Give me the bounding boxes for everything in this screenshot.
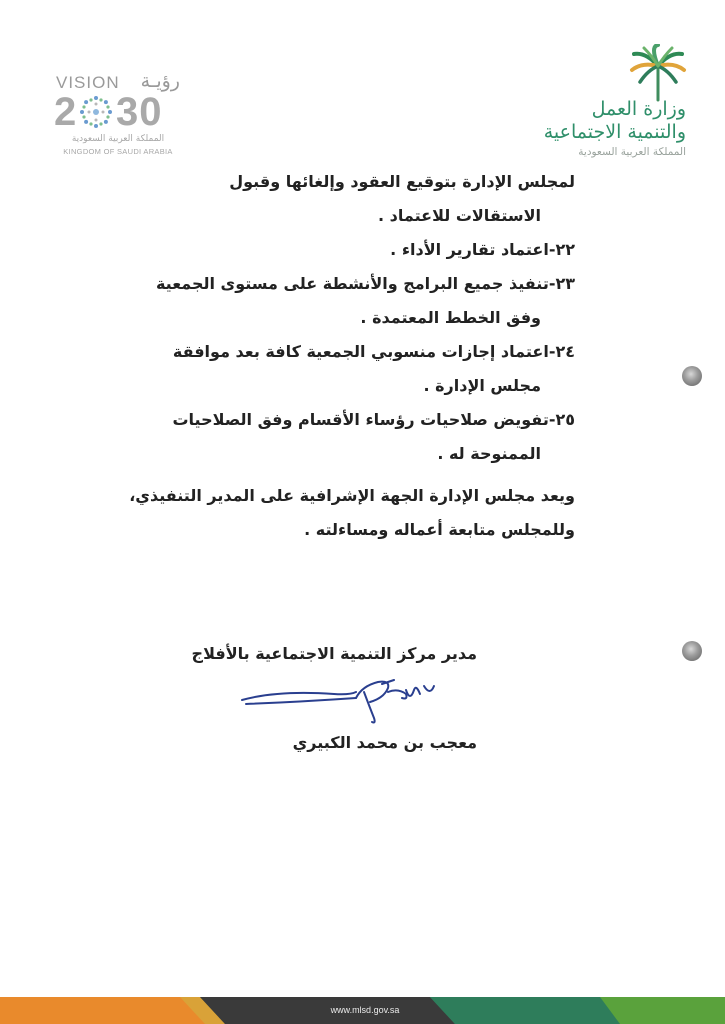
- vision-2030-logo: [52, 68, 184, 160]
- vision-emblem-icon: [78, 94, 114, 130]
- ministry-country-line: المملكة العربية السعودية: [578, 146, 686, 158]
- handwritten-signature: [238, 668, 438, 728]
- palm-tree-icon: [628, 44, 688, 102]
- ministry-name-line1: وزارة العمل: [591, 98, 686, 120]
- vision-year: [52, 92, 184, 132]
- punch-hole: [682, 641, 702, 661]
- punch-hole: [682, 366, 702, 386]
- footer-website-link[interactable]: www.mlsd.gov.sa: [330, 1005, 400, 1015]
- vision-year-right: 30: [116, 90, 163, 134]
- body-line: ٢٥-تفويض صلاحيات رؤساء الأقسام وفق الصلاحيات: [172, 410, 575, 429]
- body-line: وللمجلس متابعة أعماله ومساءلته .: [304, 520, 575, 539]
- ministry-name-line2: والتنمية الاجتماعية: [543, 121, 686, 143]
- signatory-name: معجب بن محمد الكبيري: [292, 733, 477, 752]
- signatory-title: مدير مركز التنمية الاجتماعية بالأفلاج: [191, 644, 477, 663]
- body-line: الممنوحة له .: [437, 444, 541, 463]
- vision-subtitle-ar: المملكة العربية السعودية: [71, 134, 165, 144]
- body-line: ٢٢-اعتماد تقارير الأداء .: [390, 240, 575, 259]
- vision-subtitle-en: KINGDOM OF SAUDI ARABIA: [63, 147, 173, 156]
- body-line: ٢٤-اعتماد إجازات منسوبي الجمعية كافة بعد موافقة: [172, 342, 575, 361]
- footer-bar: [0, 997, 725, 1024]
- ministry-logo: [520, 40, 690, 165]
- body-line: الاستقالات للاعتماد .: [378, 206, 541, 225]
- body-line: ٢٣-تنفيذ جميع البرامج والأنشطة على مستوى الجمعية: [155, 274, 575, 293]
- body-line: وفق الخطط المعتمدة .: [360, 308, 541, 327]
- body-line: مجلس الإدارة .: [423, 376, 541, 395]
- vision-year-left: 2: [54, 90, 78, 134]
- vision-word-en: VISION: [56, 73, 120, 92]
- body-line: لمجلس الإدارة بتوقيع العقود وإلغائها وقبول: [229, 172, 575, 191]
- vision-word-ar: رؤيـة: [140, 70, 180, 92]
- body-line: ويعد مجلس الإدارة الجهة الإشرافية على المدير التنفيذي،: [129, 486, 575, 505]
